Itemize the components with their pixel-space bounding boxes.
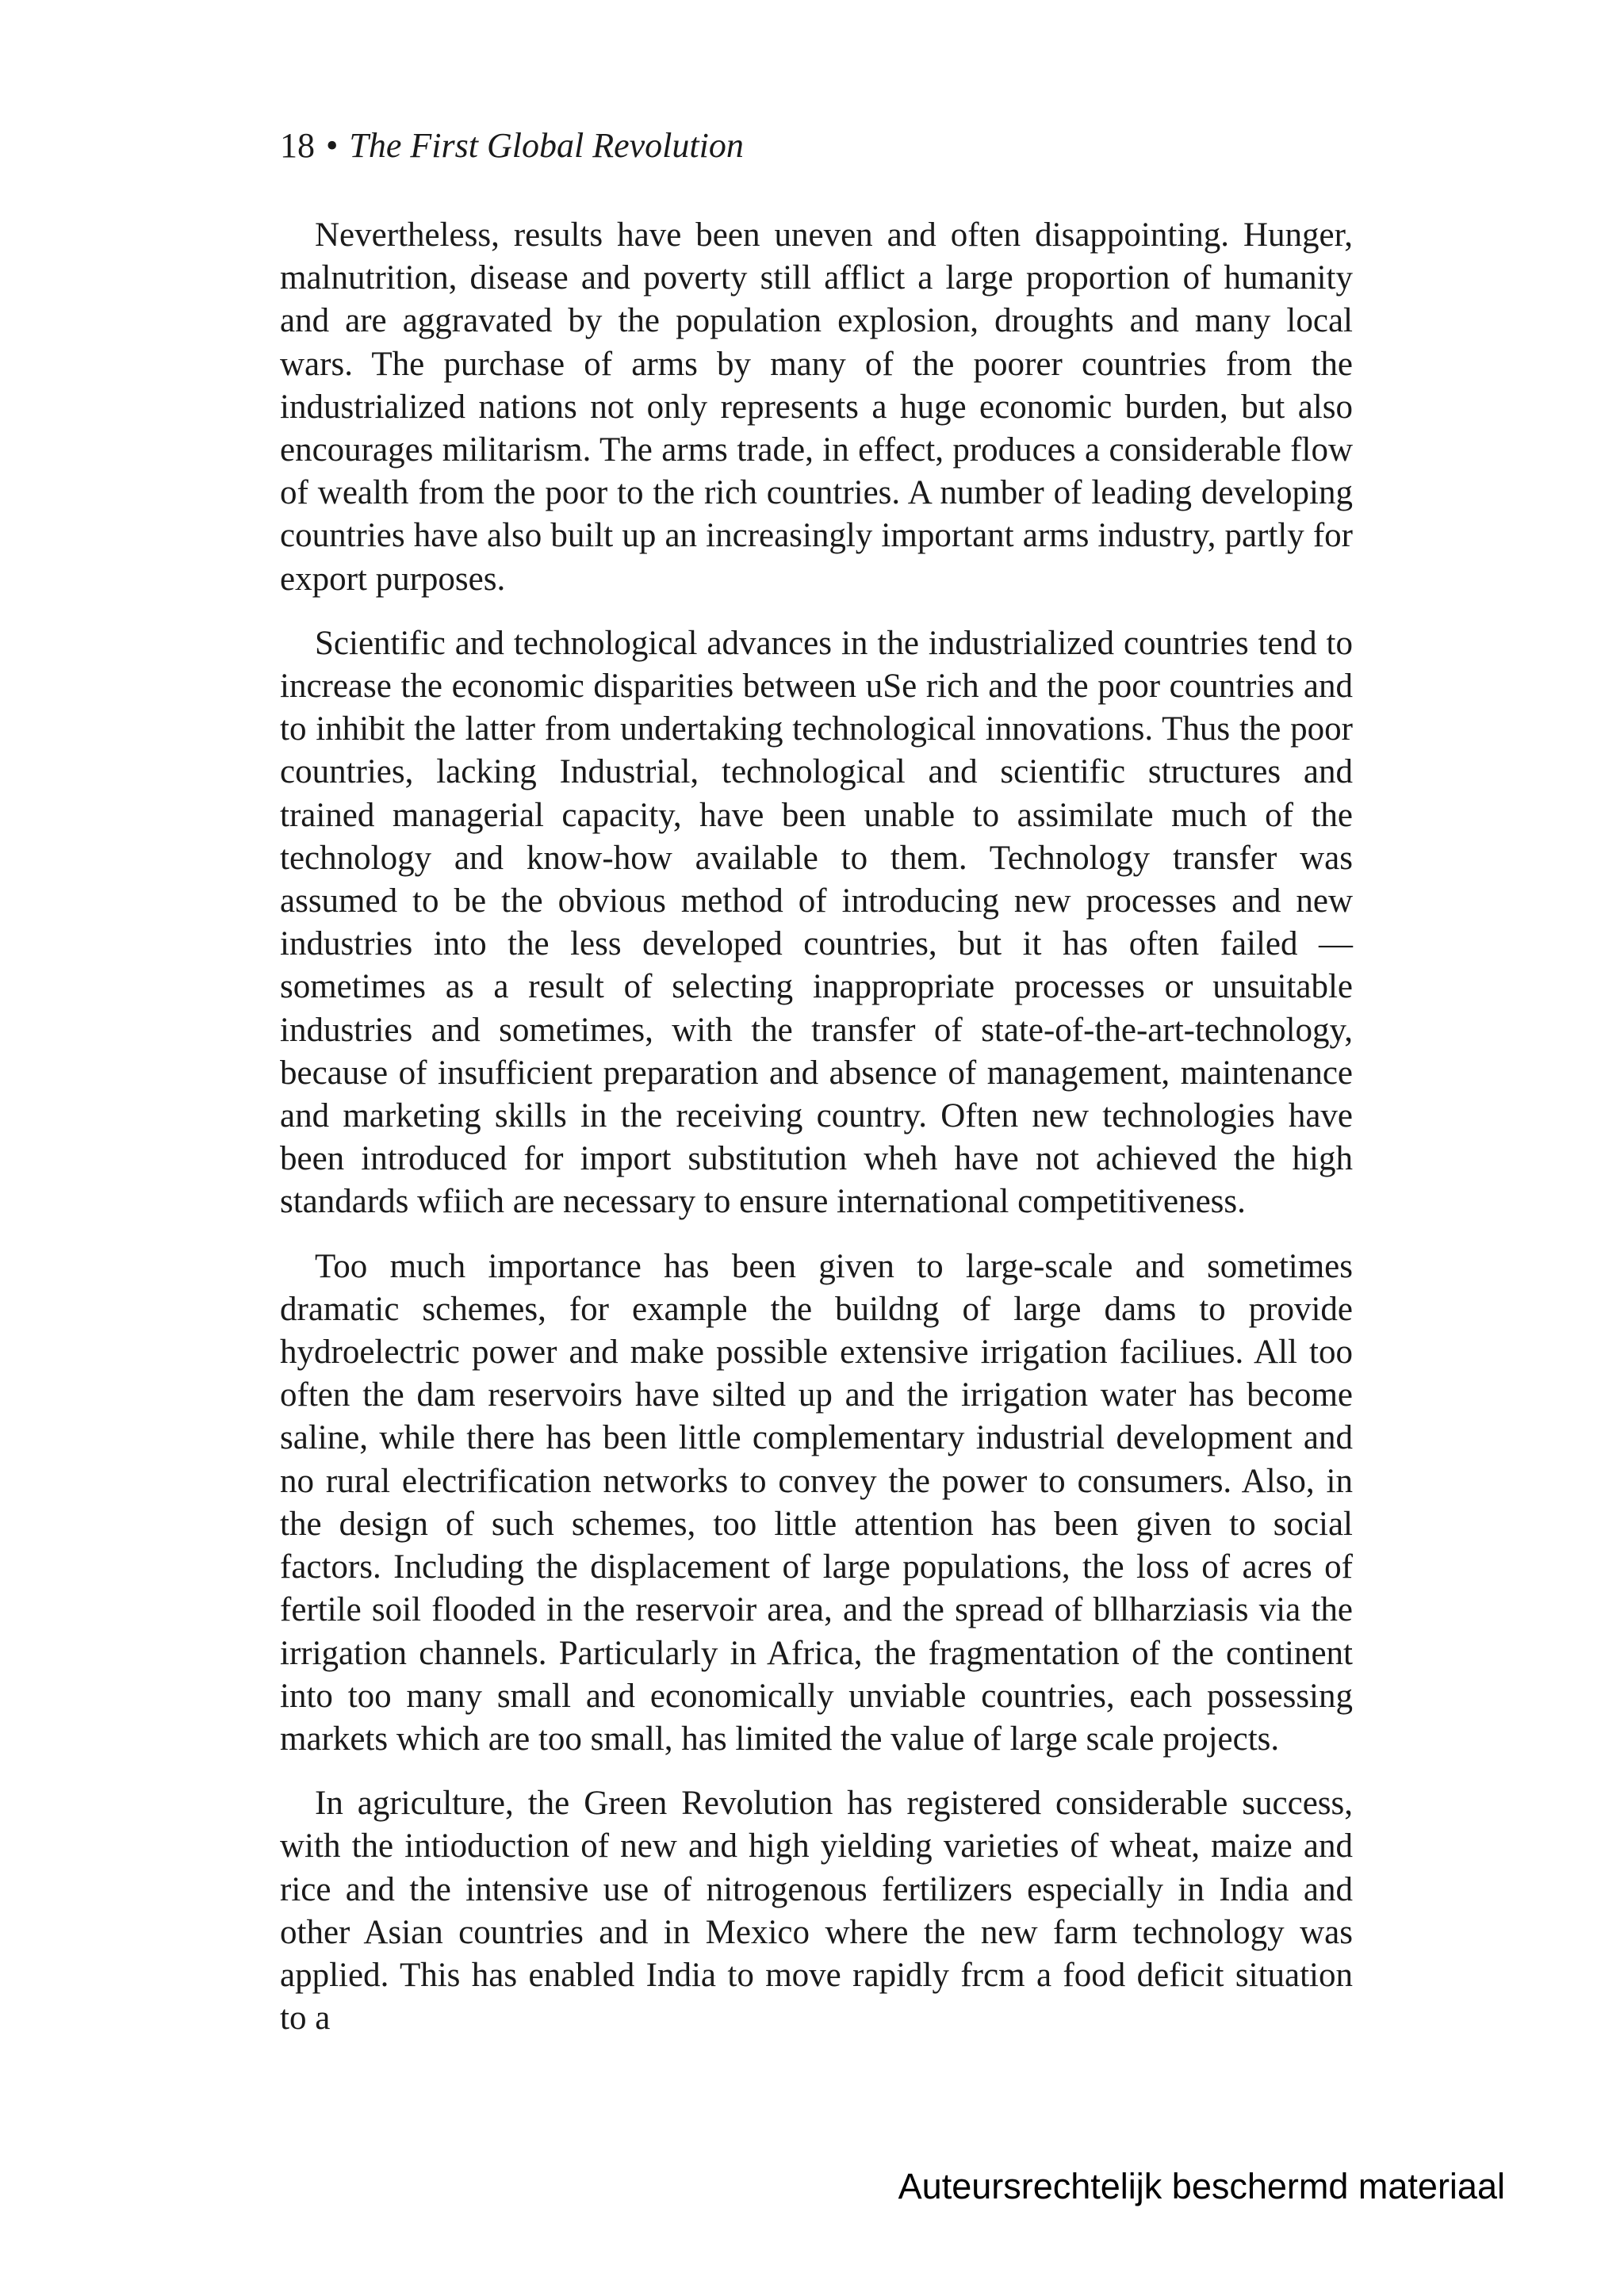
- page-number: 18: [280, 126, 315, 165]
- paragraph-4: In agriculture, the Green Revolution has registered considerable success, with the intioduction of new and high yielding varieties of wheat, maize and rice and the intensive use of nitrogenous fertilizers especially in India and other Asian countries and in Mexico where the new farm technology was applied. This has enabled India to move rapidly frcm a food deficit situation to a: [280, 1785, 1353, 2038]
- copyright-watermark: Auteursrechtelijk beschermd materiaal: [898, 2166, 1505, 2206]
- paragraph-3: Too much importance has been given to large-scale and sometimes dramatic schemes, for example the buildng of large dams to provide hydroelectric power and make possible extensive irrigation faciliues. All too often the dam reservoirs have silted up and the irrigation water has become saline, while there has been little complementary industrial development and no rural electrification networks to convey the power to consumers. Also, in the design of such schemes, too little attention has been given to social factors. Including the displacement of large populations, the loss of acres of fertile soil flooded in the reservoir area, and the spread of bllharziasis via the irrigation channels. Particularly in Africa, the fragmentation of the continent into too many small and economically unviable countries, each possessing markets which are too small, has limited the value of large scale projects.: [280, 1247, 1353, 1758]
- body-text: [280, 214, 1353, 2061]
- book-title: The First Global Revolution: [349, 126, 744, 165]
- running-head: [280, 122, 744, 170]
- paragraph-2: Scientific and technological advances in the industrialized countries tend to increase the economic disparities between uSe rich and the poor countries and to inhibit the latter from undertaking technological innovations. Thus the poor countries, lacking Industrial, technological and scientific structures and trained managerial capacity, have been unable to assimilate much of the technology and know-how available to them. Technology transfer was assumed to be the obvious method of introducing new processes and new industries into the less developed countries, but it has often failed — sometimes as a result of selecting inappropriate processes or unsuitable industries and sometimes, with the transfer of state-of-the-art-technology, because of insufficient preparation and absence of management, maintenance and marketing skills in the receiving country. Often new technologies have been introduced for import substitution wheh have not achieved the high standards wfiich are necessary to ensure international competitiveness.: [280, 624, 1353, 1221]
- paragraph-1: Nevertheless, results have been uneven and often disappointing. Hunger, malnutrition, disease and poverty still afflict a large proportion of humanity and are aggravated by the population explosion, droughts and many local wars. The purchase of arms by many of the poorer countries from the industrialized nations not only represents a huge economic burden, but also encourages militarism. The arms trade, in effect, produces a considerable flow of wealth from the poor to the rich countries. A number of leading developing countries have also built up an increasingly important arms industry, partly for export purposes.: [280, 216, 1353, 598]
- header-separator: •: [326, 126, 339, 165]
